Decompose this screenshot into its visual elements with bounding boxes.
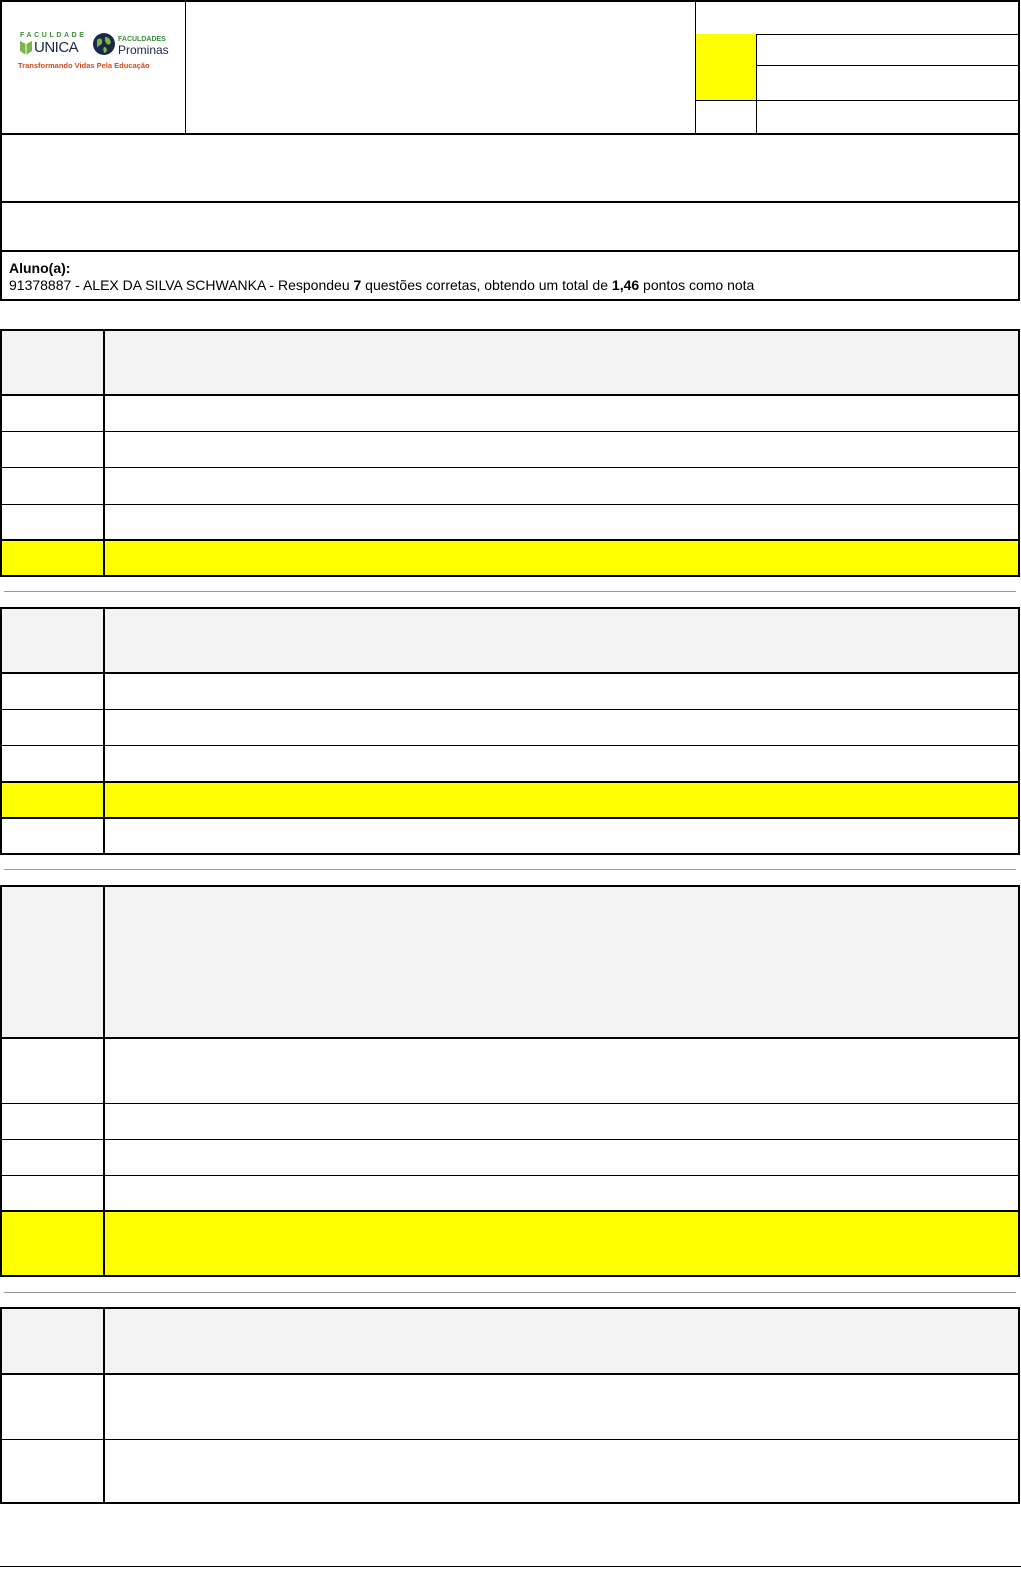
answer-option-row-correct [1, 782, 1019, 818]
option-letter-cell [1, 540, 104, 576]
option-text-cell [104, 745, 1019, 782]
student-id-name: 91378887 - ALEX DA SILVA SCHWANKA - Respondeu [9, 277, 354, 293]
answer-option-row [1, 431, 1019, 467]
answer-option-row [1, 709, 1019, 745]
question-number-cell [1, 330, 104, 395]
score-value: 1,46 [611, 277, 640, 293]
student-summary-end: pontos como nota [639, 277, 755, 293]
option-text-cell [104, 540, 1019, 576]
student-summary-text: questões corretas, obtendo um total de [361, 277, 612, 293]
option-letter-cell [1, 1374, 104, 1439]
question-separator [4, 591, 1016, 592]
student-summary [9, 277, 1020, 294]
option-text-cell [104, 1175, 1019, 1211]
question-separator [4, 1292, 1016, 1293]
answer-option-row [1, 395, 1019, 431]
answer-option-row [1, 1038, 1019, 1103]
logo-faculdades-text: FACULDADES [118, 36, 166, 43]
logo-faculdade-text: FACULDADE [20, 32, 87, 39]
question-statement-row [1, 886, 1019, 1038]
answer-option-row [1, 745, 1019, 782]
answer-option-row [1, 673, 1019, 709]
meta-key [696, 100, 757, 133]
option-letter-cell [1, 1211, 104, 1276]
answer-option-row [1, 1103, 1019, 1139]
question-table [0, 607, 1020, 855]
correct-count: 7 [353, 277, 362, 293]
option-letter-cell [1, 709, 104, 745]
logo-prominas-text: Prominas [118, 43, 169, 57]
option-letter-cell [1, 431, 104, 467]
meta-key-highlight [696, 65, 757, 100]
option-letter-cell [1, 745, 104, 782]
meta-row-2 [696, 34, 1020, 66]
question-table [0, 329, 1020, 577]
option-text-cell [104, 1374, 1019, 1439]
question-table [0, 885, 1020, 1277]
answer-option-row [1, 467, 1019, 504]
question-statement-cell [104, 1308, 1019, 1374]
answer-option-row [1, 1374, 1019, 1439]
exam-info-row [2, 135, 1020, 203]
option-text-cell [104, 1211, 1019, 1276]
question-statement-row [1, 330, 1019, 395]
question-statement-cell [104, 330, 1019, 395]
option-text-cell [104, 1439, 1019, 1503]
option-text-cell [104, 467, 1019, 504]
option-text-cell [104, 1103, 1019, 1139]
page-bottom-rule [0, 1566, 1021, 1567]
answer-option-row [1, 1139, 1019, 1175]
meta-row-1 [696, 2, 1020, 35]
option-letter-cell [1, 1139, 104, 1175]
option-letter-cell [1, 673, 104, 709]
question-statement-row [1, 608, 1019, 673]
question-number-cell [1, 886, 104, 1038]
meta-key-highlight [696, 34, 757, 65]
answer-option-row [1, 1175, 1019, 1211]
book-shield-icon [20, 41, 32, 55]
answer-option-row [1, 818, 1019, 854]
question-number-cell [1, 608, 104, 673]
exam-title-cell [186, 2, 696, 135]
question-statement-cell [104, 608, 1019, 673]
exam-header [0, 0, 1020, 301]
institution-logo [18, 32, 178, 72]
option-letter-cell [1, 467, 104, 504]
option-text-cell [104, 782, 1019, 818]
option-text-cell [104, 673, 1019, 709]
option-letter-cell [1, 1439, 104, 1503]
question-statement-row [1, 1308, 1019, 1374]
option-letter-cell [1, 818, 104, 854]
globe-icon [92, 32, 116, 56]
option-letter-cell [1, 1103, 104, 1139]
option-text-cell [104, 431, 1019, 467]
student-result [2, 252, 1020, 301]
question-number-cell [1, 1308, 104, 1374]
question-statement-cell [104, 886, 1019, 1038]
answer-option-row [1, 504, 1019, 540]
answer-option-row-correct [1, 1211, 1019, 1276]
question-separator [4, 869, 1016, 870]
option-letter-cell [1, 782, 104, 818]
option-text-cell [104, 818, 1019, 854]
exam-info-row [2, 203, 1020, 252]
option-letter-cell [1, 395, 104, 431]
answer-option-row-correct [1, 540, 1019, 576]
logo-cell [2, 2, 186, 135]
answer-option-row [1, 1439, 1019, 1503]
option-text-cell [104, 1038, 1019, 1103]
logo-unica-text: UNICA [34, 39, 79, 56]
logo-tagline: Transformando Vidas Pela Educação [18, 61, 150, 70]
student-label: Aluno(a): [9, 260, 71, 276]
option-letter-cell [1, 504, 104, 540]
option-text-cell [104, 1139, 1019, 1175]
meta-row-4 [696, 100, 1020, 133]
option-letter-cell [1, 1038, 104, 1103]
meta-row-3 [696, 65, 1020, 101]
exam-meta-panel [696, 2, 1020, 135]
option-letter-cell [1, 1175, 104, 1211]
option-text-cell [104, 504, 1019, 540]
option-text-cell [104, 395, 1019, 431]
question-table [0, 1307, 1020, 1504]
option-text-cell [104, 709, 1019, 745]
